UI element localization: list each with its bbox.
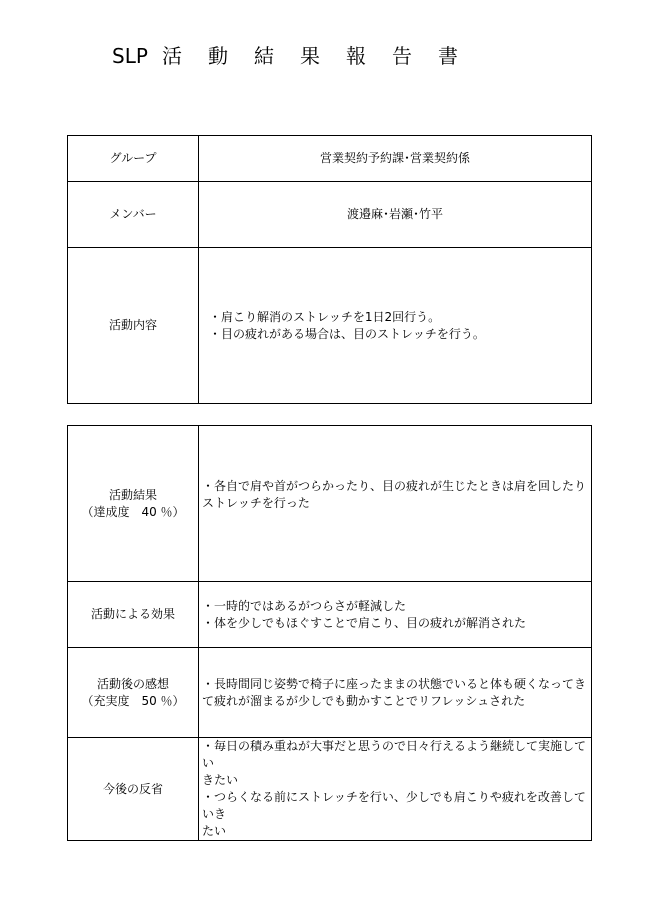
title-prefix: SLP [112, 44, 148, 68]
reflection-line: ・つらくなる前にストレッチを行い、少しでも肩こりや疲れを改善していき [202, 790, 586, 821]
content-row [68, 248, 592, 404]
impression-label: 活動後の感想 [96, 676, 169, 691]
reflection-line: きたい [202, 773, 239, 787]
result-value [199, 426, 592, 582]
content-line: ・肩こり解消のストレッチを1日2回行う。 [209, 309, 441, 324]
result-achievement: （達成度 40 ％） [81, 504, 185, 519]
impression-line: て疲れが溜まるが少しでも動かすことでリフレッシュされた [202, 693, 526, 708]
result-row [68, 426, 592, 582]
results-table [67, 425, 592, 841]
member-row [68, 182, 592, 248]
title-char: 果 [300, 44, 320, 68]
impression-fulfillment: （充実度 50 ％） [81, 693, 185, 708]
reflection-line: ・毎日の積み重ねが大事だと思うので日々行えるよう継続して実施してい [202, 739, 587, 770]
effect-value [199, 582, 592, 648]
impression-label-cell [68, 648, 199, 738]
content-line: ・目の疲れがある場合は、目のストレッチを行う。 [209, 326, 485, 341]
impression-value [199, 648, 592, 738]
content-value [199, 248, 592, 404]
plan-table [67, 135, 592, 404]
result-label-cell [68, 426, 199, 582]
title-char: 活 [162, 44, 182, 68]
effect-row [68, 582, 592, 648]
group-value: 営業契約予約課･営業契約係 [199, 136, 592, 182]
group-label: グループ [68, 136, 199, 182]
reflection-line: たい [202, 824, 227, 838]
title-char: 動 [208, 44, 228, 68]
member-label: メンバー [68, 182, 199, 248]
reflection-row [68, 738, 592, 841]
reflection-label: 今後の反省 [68, 738, 199, 841]
effect-line: ・体を少しでもほぐすことで肩こり、目の疲れが解消された [202, 615, 527, 630]
title-char: 告 [392, 44, 412, 68]
content-label: 活動内容 [68, 248, 199, 404]
group-row [68, 136, 592, 182]
effect-line: ・一時的ではあるがつらさが軽減した [202, 598, 407, 613]
title-char: 結 [254, 44, 274, 68]
result-label: 活動結果 [108, 487, 157, 502]
document-title [112, 44, 484, 68]
reflection-value [199, 738, 592, 841]
title-char: 書 [438, 44, 458, 68]
result-line: ストレッチを行った [202, 496, 310, 510]
impression-row [68, 648, 592, 738]
result-line: ・各自で肩や首がつらかったり、目の疲れが生じたときは肩を回したり [202, 479, 587, 493]
effect-label: 活動による効果 [68, 582, 199, 648]
member-value: 渡邉麻･岩瀬･竹平 [199, 182, 592, 248]
impression-line: ・長時間同じ姿勢で椅子に座ったままの状態でいると体も硬くなってき [202, 676, 587, 691]
title-char: 報 [346, 44, 366, 68]
